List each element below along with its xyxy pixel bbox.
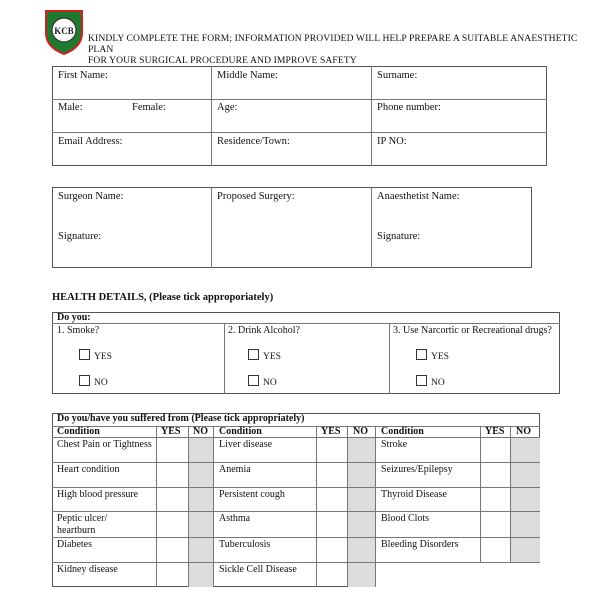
middle-name-field[interactable]: Middle Name: [217,70,278,81]
crest-logo-icon [44,9,84,55]
patient-details-box [52,66,547,166]
condition-heart: Heart condition [57,464,120,475]
condition-anemia: Anemia [219,464,251,475]
surgeon-signature-field[interactable]: Signature: [58,231,102,242]
health-details-title: HEALTH DETAILS, (Please tick approporiately) [52,292,274,303]
condition-tuberculosis: Tuberculosis [219,539,271,550]
col-yes-header-2: YES [321,426,341,437]
drugs-no-label: NO [431,378,445,388]
alcohol-no-label: NO [263,378,277,388]
condition-blood-clots: Blood Clots [381,513,430,524]
conditions-title: Do you/have you suffered from (Please tick appropriately) [57,413,305,424]
smoke-yes-checkbox[interactable] [79,349,90,360]
condition-hbp: High blood pressure [57,489,139,500]
anaesthetist-signature-field[interactable]: Signature: [377,231,421,242]
form-instructions: KINDLY COMPLETE THE FORM; INFORMATION PROVIDED WILL HELP PREPARE A SUITABLE ANAESTHETIC PLAN FOR YOUR SURGICAL PROCEDURE AND IMPROVE SAFETY [88,33,578,66]
email-field[interactable]: Email Address: [58,136,123,147]
smoke-no-checkbox[interactable] [79,375,90,386]
condition-peptic-ulcer: Peptic ulcer/ heartburn [57,513,108,536]
surgeon-name-field[interactable]: Surgeon Name: [58,191,124,202]
drugs-yes-checkbox[interactable] [416,349,427,360]
proposed-surgery-field[interactable]: Proposed Surgery: [217,191,295,202]
anaesthetist-name-field[interactable]: Anaesthetist Name: [377,191,460,202]
condition-bleeding: Bleeding Disorders [381,539,459,550]
female-field[interactable]: Female: [132,102,166,113]
phone-field[interactable]: Phone number: [377,102,441,113]
col-condition-header-3: Condition [381,426,424,437]
condition-seizures: Seizures/Epilepsy [381,464,453,475]
col-no-header-3: NO [516,426,531,437]
condition-diabetes: Diabetes [57,539,92,550]
col-no-header-2: NO [353,426,368,437]
condition-sickle-cell: Sickle Cell Disease [219,564,297,575]
condition-kidney: Kidney disease [57,564,118,575]
condition-cough: Persistent cough [219,489,285,500]
drugs-yes-label: YES [431,352,449,362]
alcohol-yes-label: YES [263,352,281,362]
residence-field[interactable]: Residence/Town: [217,136,290,147]
condition-asthma: Asthma [219,513,251,524]
col-condition-header-1: Condition [57,426,100,437]
smoke-yes-label: YES [94,352,112,362]
drugs-question: 3. Use Narcortic or Recreational drugs? [393,325,552,336]
smoke-no-label: NO [94,378,108,388]
surname-field[interactable]: Surname: [377,70,418,81]
alcohol-question: 2. Drink Alcohol? [228,325,300,336]
col-no-header-1: NO [193,426,208,437]
col-condition-header-2: Condition [219,426,262,437]
alcohol-yes-checkbox[interactable] [248,349,259,360]
condition-stroke: Stroke [381,439,408,450]
condition-chest-pain: Chest Pain or Tightness [57,439,152,450]
ip-no-field[interactable]: IP NO: [377,136,407,147]
male-field[interactable]: Male: [58,102,83,113]
svg-text:KCB: KCB [54,26,74,36]
drugs-no-checkbox[interactable] [416,375,427,386]
age-field[interactable]: Age: [217,102,238,113]
first-name-field[interactable]: First Name: [58,70,108,81]
condition-liver: Liver disease [219,439,273,450]
col-yes-header-3: YES [485,426,505,437]
do-you-heading: Do you: [57,312,91,323]
col-yes-header-1: YES [161,426,181,437]
condition-thyroid: Thyroid Disease [381,489,447,500]
smoke-question: 1. Smoke? [57,325,100,336]
alcohol-no-checkbox[interactable] [248,375,259,386]
